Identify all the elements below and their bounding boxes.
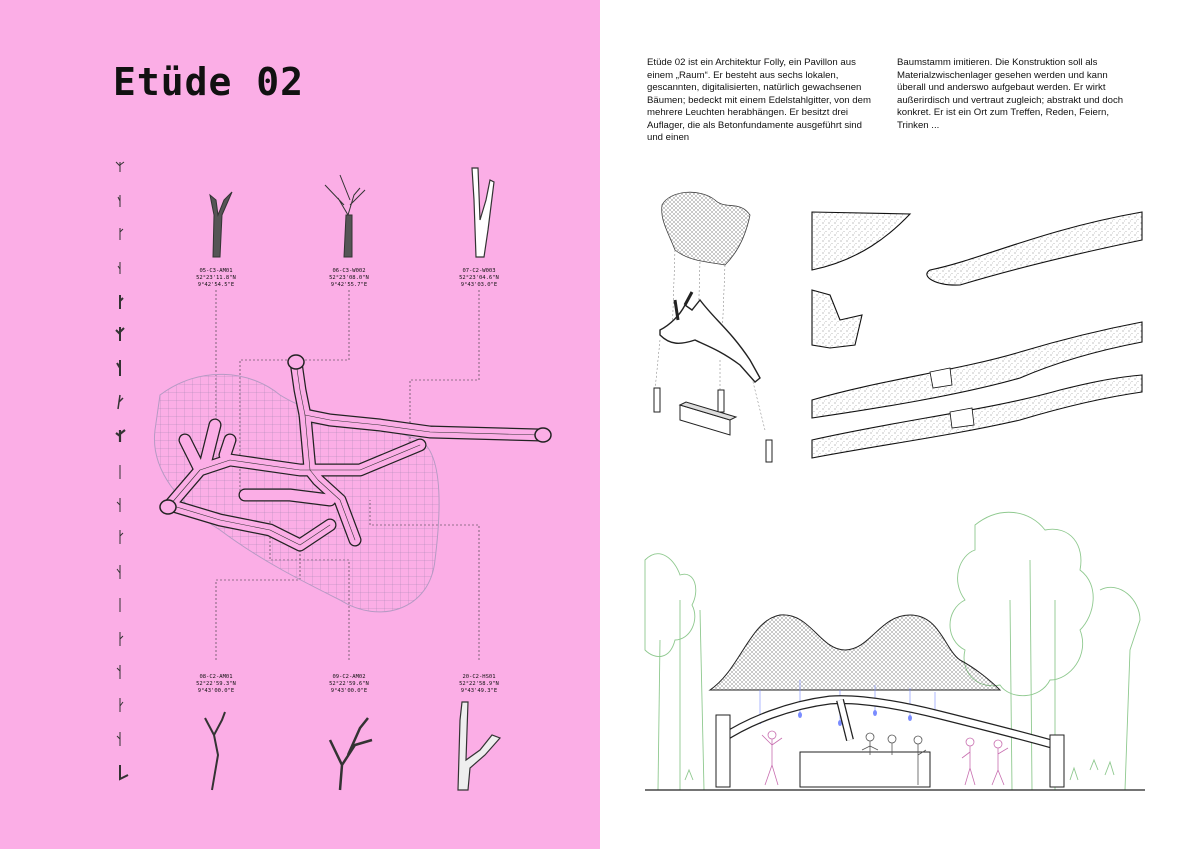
tree-id: 06-C3-W002	[332, 268, 366, 274]
tree-id: 09-C2-AM02	[332, 674, 366, 680]
tree-lon: 9°43'49.3"E	[460, 688, 498, 694]
tree-scan-bottom-1	[205, 712, 225, 790]
tree-lon: 9°43'03.0"E	[460, 282, 498, 288]
tree-catalogue	[116, 162, 128, 779]
tree-label-top-1	[176, 268, 256, 289]
tree-id: 05-C3-AM01	[199, 268, 233, 274]
page-title: Etüde 02	[113, 60, 305, 104]
tree-lon: 9°42'54.5"E	[197, 282, 235, 288]
tree-lon: 9°42'55.7"E	[330, 282, 368, 288]
drawings	[600, 0, 1200, 849]
intro-text-column-2: Baumstamm imitieren. Die Konstruktion soll als Materialzwischenlager gesehen werden und kann überall und anderswo aufgebaut werden. Er wirkt außerirdisch und vertraut zugleich; abstrakt und doch konkret. Er ist ein Ort zum Treffen, Reden, Feiern, Trinken ...	[897, 57, 1124, 131]
tree-lat: 52°23'08.0"N	[329, 275, 369, 281]
tree-lat: 52°23'11.8"N	[196, 275, 236, 281]
tree-label-top-2	[309, 268, 389, 289]
tree-scan-top-2	[325, 175, 365, 257]
tree-scan-bottom-3	[458, 702, 500, 790]
tree-scan-top-1	[210, 192, 232, 257]
right-panel	[600, 0, 1200, 849]
tree-label-bottom-1	[176, 674, 256, 695]
tree-scan-top-3	[472, 168, 494, 257]
tree-label-bottom-3	[439, 674, 519, 695]
tree-scan-bottom-2	[330, 718, 372, 790]
intro-text-column-1: Etüde 02 ist ein Architektur Folly, ein Pavillon aus einem „Raum“. Er besteht aus sechs lokalen, gescannten, digitalisierten, natürlich gewachsenen Bäumen; bedeckt mit einem Edelstahlgitter, von dem mehrere Leuchten herabhängen. Er besitzt drei Auflager, die als Betonfundamente ausgeführt sind und einen	[647, 57, 871, 143]
tree-lon: 9°43'00.0"E	[197, 688, 235, 694]
tree-id: 08-C2-AM01	[199, 674, 233, 680]
exploded-axonometric	[654, 192, 772, 462]
tree-lat: 52°23'04.6"N	[459, 275, 499, 281]
section-drawing	[645, 512, 1145, 790]
tree-id: 07-C2-W003	[462, 268, 496, 274]
tree-label-bottom-2	[309, 674, 389, 695]
detail-drawing	[812, 212, 1142, 464]
tree-label-top-3	[439, 268, 519, 289]
tree-lat: 52°22'59.6"N	[329, 681, 369, 687]
tree-lat: 52°22'59.3"N	[196, 681, 236, 687]
tree-lat: 52°22'58.9"N	[459, 681, 499, 687]
tree-lon: 9°43'00.0"E	[330, 688, 368, 694]
tree-id: 20-C2-HS01	[462, 674, 496, 680]
